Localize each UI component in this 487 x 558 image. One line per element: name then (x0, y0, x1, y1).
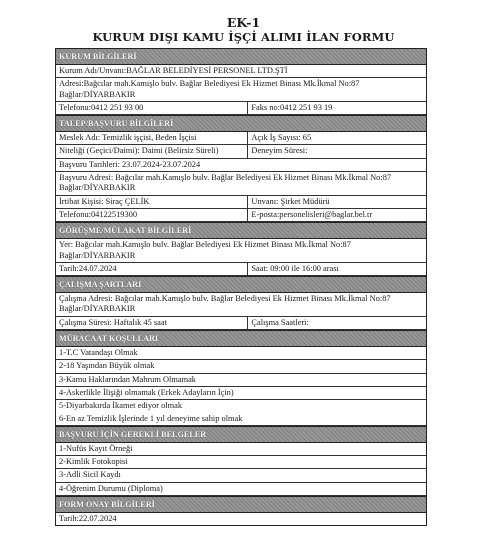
talep-eposta: E-posta:personelisleri@baglar.bel.tr (251, 209, 373, 219)
kurum-telefon: Telefonu:0412 251 93 00 (56, 102, 248, 114)
onay-tarih: Tarih:22.07.2024 (59, 514, 117, 524)
gorusme-tarih: Tarih:24.07.2024 (56, 263, 248, 275)
muracaat-item: 3-Kamu Haklarından Mahrum Olmamak (59, 374, 196, 384)
kurum-adres: Adresi:Bağcılar mah.Kamışlo bulv. Bağlar Belediyesi Ek Hizmet Binası Mk.İkmal No:87 Bağlar/DİYARBAKIR (59, 79, 360, 99)
form-title: KURUM DIŞI KAMU İŞÇİ ALIMI İLAN FORMU (92, 30, 395, 44)
belge-item: 3-Adli Sicil Kaydı (59, 470, 121, 480)
muracaat-item: 5-Diyarbakırda İkamet ediyor olmak (59, 401, 183, 411)
talep-adres: Başvuru Adresi: Bağcılar mah.Kamışlo bulv. Bağlar Belediyesi Ek Hizmet Binası Mk.İkmal No:87 Bağlar/DİYARBAKIR (59, 173, 392, 193)
calisma-saatler: Çalışma Saatleri: (251, 317, 309, 327)
form-table (55, 48, 427, 526)
belge-item: 1-Nufüs Kayıt Örneği (59, 443, 133, 453)
belge-item: 2-Kimlik Fotokopisi (59, 457, 128, 467)
kurum-adi: Kurum Adı/Unvanı:BAĞLAR BELEDİYESİ PERSONEL LTD.ŞTİ (59, 66, 288, 75)
talep-deneyim: Deneyim Süresi: (251, 146, 308, 156)
kurum-faks: Faks no:0412 251 93 19 (251, 102, 333, 112)
gorusme-yer: Yer: Bağcılar mah.Kamışlo bulv. Bağlar Belediyesi Ek Hizmet Binası Mk.İkmal No:87 Bağlar/DİYARBAKIR (59, 240, 351, 260)
calisma-sure: Çalışma Süresi: Haftalık 45 saat (56, 317, 248, 329)
section-onay-header: FORM ONAY BİLGİLERİ (56, 496, 426, 513)
muracaat-item: 6-En az Temizlik İşlerinde 1 yıl deneyime sahip olmak (59, 413, 243, 423)
muracaat-item: 1-T.C Vatandaşı Olmak (59, 348, 138, 358)
muracaat-item: 4-Askerlikle İlişiği olmamak (Erkek Adayların İçin) (59, 387, 234, 397)
talep-irtibat: İrtibat Kişisi: Siraç ÇELİK (56, 196, 248, 208)
belge-item: 4-Öğrenim Durumu (Diploma) (59, 483, 163, 493)
section-gorusme-header: GÖRÜŞME/MÜLAKAT BİLGİLERİ (56, 222, 426, 239)
gorusme-saat: Saat: 09:00 ile 16:00 arası (251, 263, 339, 273)
form-code: EK-1 (226, 15, 261, 30)
section-kurum-header: KURUM BİLGİLERİ (56, 49, 426, 65)
section-talep-header: TALEP/BAŞVURU BİLGİLERİ (56, 115, 426, 132)
talep-unvan: Unvanı: Şirket Müdürü (251, 196, 330, 206)
talep-acik-is: Açık İş Sayısı: 65 (251, 133, 312, 143)
talep-nitelik: Niteliği (Geçici/Daimi): Daimi (Belirsiz Süreli) (56, 145, 248, 157)
section-calisma-header: ÇALIŞMA ŞARTLARI (56, 276, 426, 293)
talep-telefon: Telefonu:04122519300 (56, 209, 248, 221)
talep-meslek: Meslek Adı: Temizlik işçisi, Beden İşçisi (56, 132, 248, 144)
calisma-adres: Çalışma Adresi: Bağcılar mah.Kamışlo bulv. Bağlar Belediyesi Ek Hizmet Binası Mk.İkmal No:87 Bağlar/DİYARBAKIR (59, 294, 391, 314)
talep-tarih: Başvuru Tarihleri: 23.07.2024-23.07.2024 (59, 159, 201, 169)
section-muracaat-header: MÜRACAAT KOŞULLARI (56, 330, 426, 347)
muracaat-item: 2-18 Yaşından Büyük olmak (59, 361, 155, 371)
section-belgeler-header: BAŞVURU İÇİN GEREKLİ BELGELER (56, 426, 426, 443)
